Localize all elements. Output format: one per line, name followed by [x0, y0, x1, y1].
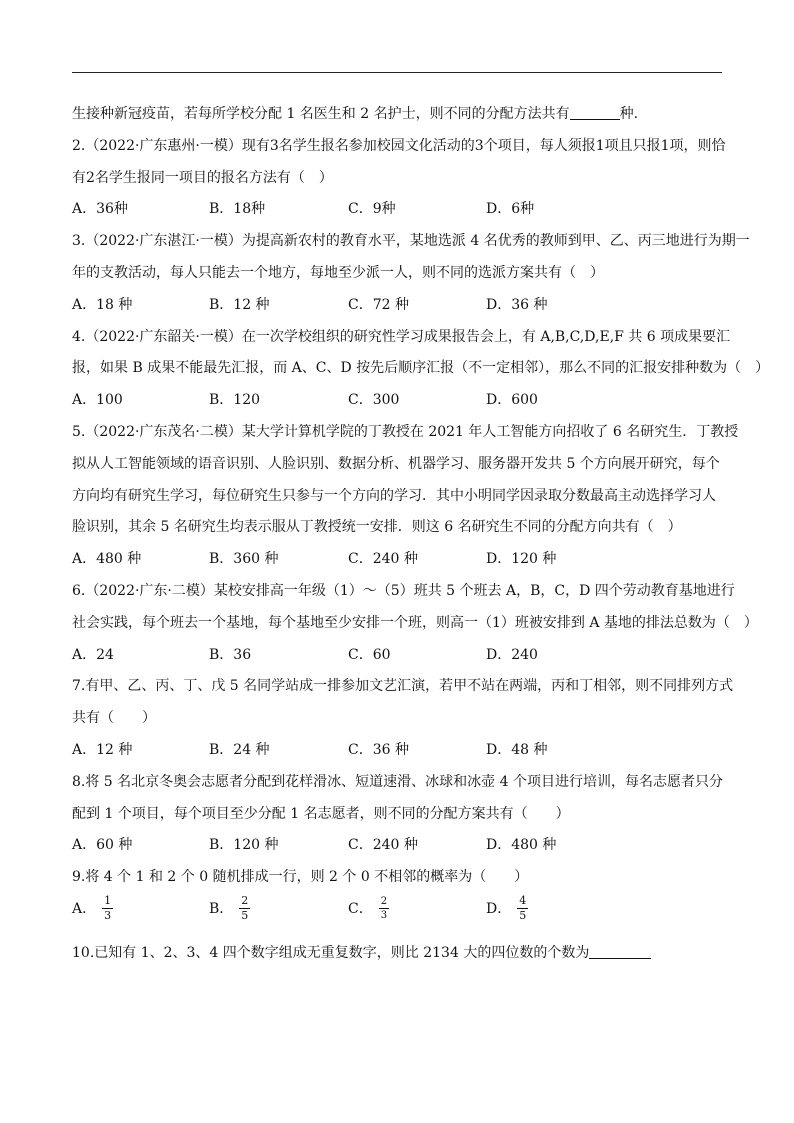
option-c	[348, 894, 389, 926]
option-d: D．6种	[486, 201, 535, 218]
header-rule	[72, 72, 722, 73]
option-c: C．9种	[348, 201, 396, 218]
option-a: A．12 种	[72, 741, 133, 758]
option-c: C．240 种	[348, 837, 418, 854]
question-8-stem: 配到 1 个项目，每个项目至少分配 1 名志愿者，则不同的分配方案共有（ ）	[72, 805, 570, 822]
question-7-options	[72, 735, 722, 767]
question-9-options	[72, 894, 722, 938]
option-a: A．60 种	[72, 837, 133, 854]
question-4-stem: 4.（2022·广东韶关·一模）在一次学校组织的研究性学习成果报告会上，有 A,B,C,D,E,F 共 6 项成果要汇	[72, 328, 731, 345]
question-2-stem: 2.（2022·广东惠州·一模）现有3名学生报名参加校园文化活动的3个项目，每人须报1项且只报1项，则恰	[72, 137, 726, 154]
answer-blank	[570, 105, 620, 120]
question-2-options	[72, 194, 722, 226]
option-d: D．36 种	[486, 296, 548, 313]
text-segment: 生接种新冠疫苗，若每所学校分配 1 名医生和 2 名护士，则不同的分配方法共有	[72, 106, 570, 122]
question-5-stem: 5.（2022·广东茂名·二模）某大学计算机学院的丁教授在 2021 年人工智能方向招收了 6 名研究生．丁教授	[72, 423, 739, 440]
fraction	[239, 895, 250, 922]
option-b: B．24 种	[209, 741, 270, 758]
option-d: D．120 种	[486, 551, 557, 568]
question-5-stem: 方向均有研究生学习，每位研究生只参与一个方向的学习．其中小明同学因录取分数最高主动选择学习人	[72, 487, 716, 504]
option-c: C．240 种	[348, 551, 418, 568]
fraction	[517, 895, 528, 922]
text-segment: 种.	[619, 106, 639, 122]
option-c: C．36 种	[348, 741, 409, 758]
option-a: A．36种	[72, 201, 128, 218]
option-c: C．72 种	[348, 296, 409, 313]
option-d: D．48 种	[486, 741, 548, 758]
text-segment: 10.已知有 1、2、3、4 四个数字组成无重复数字，则比 2134 大的四位数的个数为	[72, 944, 590, 961]
option-label: D．	[486, 900, 512, 917]
question-7-stem: 7.有甲、乙、丙、丁、戊 5 名同学站成一排参加文艺汇演，若甲不站在两端，丙和丁相邻，则不同排列方式	[72, 678, 734, 695]
question-5-stem: 拟从人工智能领域的语音识别、人脸识别、数据分析、机器学习、服务器开发共 5 个方向展开研究，每个	[72, 455, 720, 472]
option-b: B．360 种	[209, 551, 279, 568]
numerator: 1	[104, 894, 112, 908]
denominator: 5	[241, 909, 249, 923]
question-4-stem: 报，如果 B 成果不能最先汇报，而 A、C、D 按先后顺序汇报（不一定相邻），那么不同的汇报安排种数为（ ）	[72, 360, 770, 377]
question-5-stem: 脸识别，其余 5 名研究生均表示服从丁教授统一安排．则这 6 名研究生不同的分配方向共有（ ）	[72, 519, 682, 536]
denominator: 3	[104, 909, 112, 923]
option-c: C．300	[348, 392, 400, 409]
option-d: D．480 种	[486, 837, 557, 854]
question-6-stem: 6.（2022·广东·二模）某校安排高一年级（1）～（5）班共 5 个班去 A，B，C，D 四个劳动教育基地进行	[72, 582, 735, 599]
option-b: B．120 种	[209, 837, 279, 854]
question-6-options	[72, 640, 722, 672]
option-label: A．	[72, 900, 97, 917]
text-line	[72, 99, 722, 131]
question-4-options	[72, 385, 722, 417]
option-d	[486, 894, 528, 926]
question-5-options	[72, 544, 722, 576]
option-a: A．18 种	[72, 296, 133, 313]
question-3-stem: 年的支教活动，每人只能去一个地方，每地至少派一人，则不同的选派方案共有（ ）	[72, 264, 604, 281]
question-8-stem: 8.将 5 名北京冬奥会志愿者分配到花样滑冰、短道速滑、冰球和冰壶 4 个项目进行培训，每名志愿者只分	[72, 773, 723, 790]
question-6-stem: 社会实践，每个班去一个基地，每个基地至少安排一个班，则高一（1）班被安排到 A 基地的排法总数为（ ）	[72, 614, 758, 631]
numerator: 2	[380, 896, 388, 908]
option-c: C．60	[348, 646, 391, 663]
option-a: A．24	[72, 646, 114, 663]
option-b: B．12 种	[209, 296, 270, 313]
option-label: B．	[209, 900, 234, 917]
question-2-stem: 有2名学生报同一项目的报名方法有（ ）	[72, 169, 333, 186]
fraction	[379, 896, 389, 921]
answer-blank	[589, 944, 651, 959]
option-a: A．100	[72, 392, 123, 409]
question-10-stem	[72, 938, 722, 970]
question-8-options	[72, 830, 722, 862]
option-d: D．240	[486, 646, 538, 663]
question-3-stem: 3.（2022·广东湛江·一模）为提高新农村的教育水平，某地选派 4 名优秀的教师到甲、乙、丙三地进行为期一	[72, 233, 750, 250]
option-a	[72, 894, 113, 926]
option-label: C．	[348, 900, 373, 917]
numerator: 2	[241, 894, 249, 908]
option-d: D．600	[486, 392, 538, 409]
denominator: 5	[519, 909, 527, 923]
denominator: 3	[380, 910, 388, 922]
option-b: B．120	[209, 392, 261, 409]
question-9-stem: 9.将 4 个 1 和 2 个 0 随机排成一行，则 2 个 0 不相邻的概率为（ ）	[72, 869, 529, 886]
question-list	[72, 99, 770, 970]
option-b	[209, 894, 250, 926]
question-7-stem: 共有（ ）	[72, 710, 156, 727]
question-3-options	[72, 290, 722, 322]
option-a: A．480 种	[72, 551, 142, 568]
fraction	[102, 895, 113, 922]
option-b: B．18种	[209, 201, 266, 218]
option-b: B．36	[209, 646, 252, 663]
numerator: 4	[519, 894, 527, 908]
